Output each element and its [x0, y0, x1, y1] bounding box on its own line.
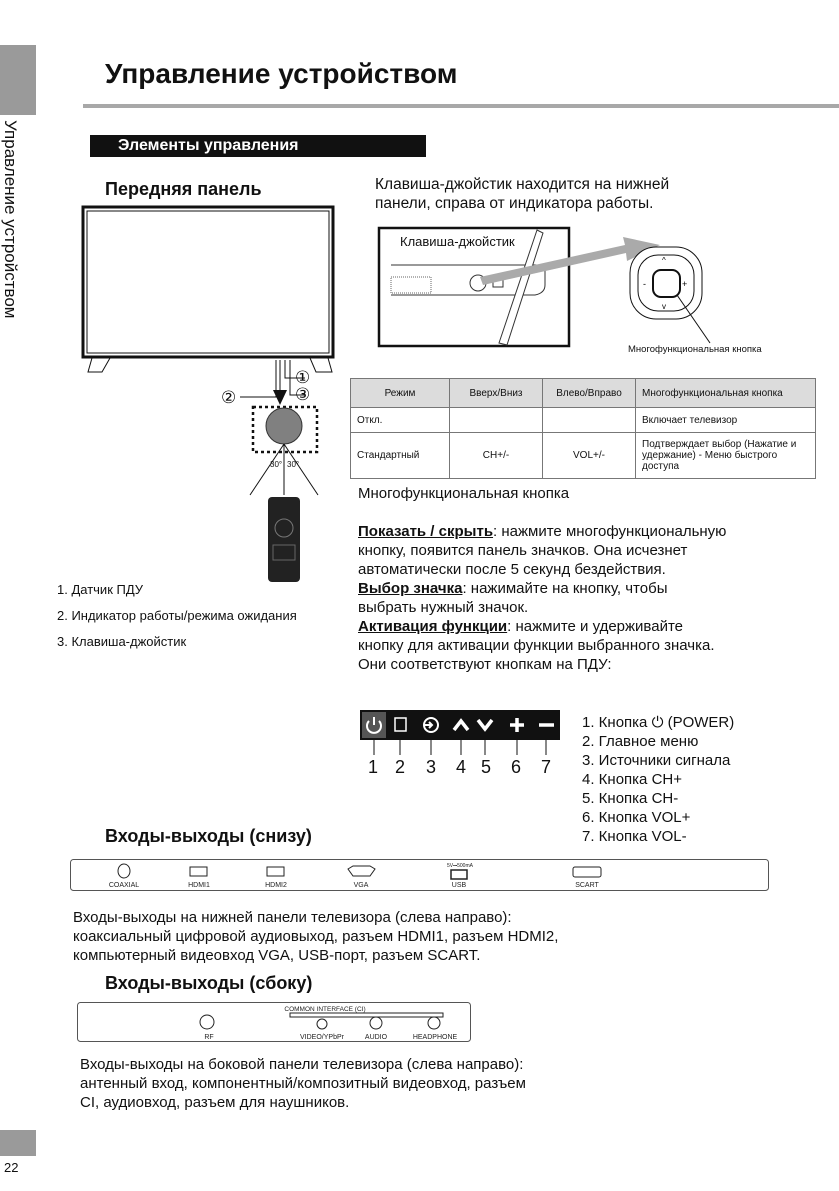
- table-row: [351, 433, 816, 479]
- port-label: VIDEO/YPbPr: [300, 1034, 344, 1041]
- port-label: AUDIO: [364, 1034, 388, 1041]
- text-line: компьютерный видеовход VGA, USB-порт, разъем SCART.: [73, 947, 481, 964]
- callout-2: ②: [221, 388, 237, 407]
- multifunction-instructions: [358, 522, 728, 674]
- side-tab-label: Управление устройством: [1, 120, 20, 319]
- legend-item: 4. Кнопка CH+: [582, 771, 682, 788]
- down-mark: v: [662, 302, 666, 311]
- multifunction-button: [653, 270, 680, 297]
- icon-number: 7: [541, 757, 552, 777]
- bottom-io-description: [73, 908, 558, 965]
- port-label: HDMI1: [188, 882, 210, 889]
- bottom-io-panel: [70, 859, 770, 892]
- minus-mark: -: [643, 279, 646, 289]
- activate-label: Активация функции: [358, 618, 508, 635]
- tv-screen: [83, 207, 333, 357]
- header-cell: Многофункциональная кнопка: [636, 379, 816, 408]
- up-mark: ^: [662, 256, 666, 265]
- port-label: COAXIAL: [108, 882, 140, 889]
- icon-legend: [582, 713, 734, 846]
- icon-number: 4: [456, 757, 467, 777]
- icon-number: 2: [395, 757, 406, 777]
- legend-item: 2. Индикатор работы/режима ожидания: [57, 608, 297, 623]
- title-divider: [83, 104, 839, 108]
- text-line: антенный вход, компонентный/композитный видеовход, разъем: [80, 1075, 526, 1092]
- text-line: коаксиальный цифровой аудиовыход, разъем HDMI1, разъем HDMI2,: [73, 928, 559, 945]
- port-label: VGA: [353, 882, 369, 889]
- header-cell: Влево/Вправо: [543, 379, 636, 408]
- text-line: Клавиша-джойстик находится на нижней: [375, 176, 670, 193]
- text-line: CI, аудиовход, разъем для наушников.: [80, 1094, 350, 1111]
- icon-number: 6: [511, 757, 522, 777]
- legend-item: 5. Кнопка CH-: [582, 790, 679, 807]
- legend-item: 1. Кнопка ⏻ (POWER): [582, 714, 735, 731]
- icon-number: 5: [481, 757, 492, 777]
- port-label: USB: [451, 882, 467, 889]
- table-header-row: [351, 379, 816, 408]
- remote-sensor: [266, 408, 302, 444]
- legend-item: 3. Клавиша-джойстик: [57, 634, 187, 649]
- port-label: HEADPHONE: [412, 1034, 458, 1041]
- callout-3: ③: [295, 385, 311, 404]
- control-table: [350, 378, 816, 479]
- port-label: HDMI2: [265, 882, 287, 889]
- side-io-description: [80, 1055, 526, 1112]
- page-number: 22: [4, 1160, 19, 1175]
- show-hide-label: Показать / скрыть: [358, 523, 494, 540]
- section-heading: Элементы управления: [90, 135, 426, 157]
- bottom-io-heading: Входы-выходы (снизу): [105, 826, 312, 846]
- activate-text: : нажмите и удерживайте кнопку для активации функции выбранного значка. Они соответствуют кнопкам на ПДУ:: [358, 618, 715, 673]
- select-paragraph: [358, 579, 728, 617]
- page-number-marker: [0, 1130, 36, 1156]
- table-cell: Откл.: [351, 408, 450, 433]
- table-row: [351, 408, 816, 433]
- header-cell: Вверх/Вниз: [450, 379, 543, 408]
- multifunction-caption: Многофункциональная кнопка: [628, 344, 762, 355]
- header-cell: Режим: [351, 379, 450, 408]
- icon-bar: [360, 710, 560, 755]
- tv-foot-right: [310, 358, 332, 372]
- joystick-image-label: Клавиша-джойстик: [400, 234, 515, 249]
- angle-left: 30°: [270, 460, 283, 469]
- front-panel-legend: [57, 577, 297, 655]
- usb-rating: 5V⎓500mA: [447, 863, 473, 869]
- legend-item: 6. Кнопка VOL+: [582, 809, 691, 826]
- tv-foot-left: [88, 358, 110, 372]
- text-line: панели, справа от индикатора работы.: [375, 195, 654, 212]
- table-cell: Стандартный: [351, 433, 450, 479]
- legend-item: 3. Источники сигнала: [582, 752, 731, 769]
- select-label: Выбор значка: [358, 580, 463, 597]
- table-cell: CH+/-: [450, 433, 543, 479]
- remote-control-image: [268, 497, 300, 582]
- text-line: Входы-выходы на нижней панели телевизора (слева направо):: [73, 909, 512, 926]
- activate-paragraph: [358, 617, 728, 674]
- text-line: Входы-выходы на боковой панели телевизора (слева направо):: [80, 1056, 524, 1073]
- port-label: SCART: [575, 882, 599, 889]
- table-cell: [450, 408, 543, 433]
- icon-number: 1: [368, 757, 379, 777]
- show-hide-text: : нажмите многофункциональную кнопку, появится панель значков. Она исчезнет автоматически после 5 секунд бездействия.: [358, 523, 727, 578]
- page-title: Управление устройством: [105, 58, 458, 89]
- side-io-heading: Входы-выходы (сбоку): [105, 973, 313, 993]
- table-cell: VOL+/-: [543, 433, 636, 479]
- callout-1: ①: [295, 368, 311, 387]
- table-cell: Подтверждает выбор (Нажатие и удержание) - Меню быстрого доступа: [636, 433, 816, 479]
- joystick-intro: [375, 175, 669, 213]
- show-hide-paragraph: [358, 522, 728, 579]
- table-cell: [543, 408, 636, 433]
- front-panel-heading: Передняя панель: [105, 179, 262, 199]
- select-text: : нажимайте на кнопку, чтобы выбрать нужный значок.: [358, 580, 668, 616]
- multifunction-heading: Многофункциональная кнопка: [358, 485, 570, 502]
- table-cell: Включает телевизор: [636, 408, 816, 433]
- angle-right: 30°: [287, 460, 300, 469]
- legend-item: 2. Главное меню: [582, 733, 699, 750]
- legend-item: 1. Датчик ПДУ: [57, 582, 144, 597]
- side-io-panel: [77, 1002, 472, 1043]
- legend-item: 7. Кнопка VOL-: [582, 828, 687, 845]
- plus-mark: +: [682, 279, 688, 289]
- side-tab-marker: [0, 45, 36, 115]
- ci-label: COMMON INTERFACE (CI): [284, 1006, 366, 1013]
- port-label: RF: [204, 1034, 214, 1041]
- icon-number: 3: [426, 757, 437, 777]
